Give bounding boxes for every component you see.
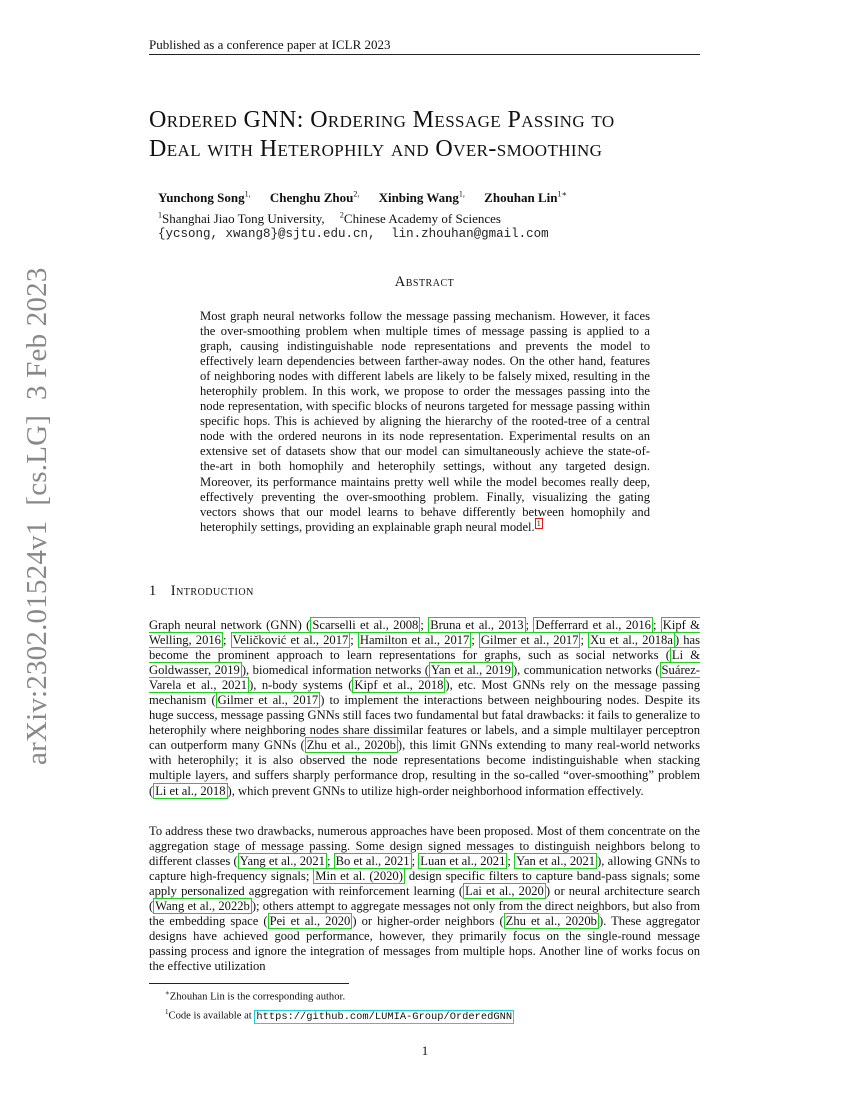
author-name: Zhouhan Lin$^{1∗}$ bbox=[484, 190, 567, 206]
author-block bbox=[158, 185, 698, 243]
citation-link[interactable]: Yan et al., 2019 bbox=[431, 663, 511, 678]
abstract-heading: Abstract bbox=[394, 274, 455, 290]
title-line-2: Deal with Heterophily and Over-smoothing bbox=[149, 136, 603, 162]
citation-link[interactable]: Kipf & Welling, 2016 bbox=[149, 618, 700, 648]
email-address: lin.zhouhan@gmail.com bbox=[391, 226, 549, 241]
section-title: Introduction bbox=[170, 583, 254, 599]
intro-paragraph-2: To address these two drawbacks, numerous approaches have been proposed. Most of them concentrate on the aggregation stage of message passing. Some design signed messages to distinguish neighbors belong to different classes ( Yang et al., 2021 ; Bo et al., 2021 ; Luan et al., 2021 ; Yan et al., 2021 ), allowing GNNs to capture high-frequency signals; Min et al. (2020) design specific filters to capture band-pass signals; some apply personalized aggregation with reinforcement learning ( Lai et al., 2020 ) or neural architecture search ( Wang et al., 2022b ); others attempt to aggregate messages not only from the direct neighbors, but also from the embedding space ( Pei et al., 2020 ) or higher-order neighbors ( Zhu et al., 2020b ). These aggregator designs have achieved good performance, however, they primarily focus on the single-round message passing process and ignore the integration of messages from multiple hops. Another line of works focus on the effective utilization bbox=[149, 824, 701, 974]
citation-link[interactable]: Luan et al., 2021 bbox=[420, 854, 506, 869]
page-number: 1 bbox=[421, 1043, 429, 1058]
citation-link[interactable]: Hamilton et al., 2017 bbox=[359, 633, 470, 648]
citation-link[interactable]: Suárez-Varela et al., 2021 bbox=[149, 663, 701, 693]
code-url-link[interactable]: https://github.com/LUMIA-Group/OrderedGNN bbox=[256, 1010, 513, 1023]
paper-title bbox=[149, 106, 709, 164]
citation-link[interactable]: Xu et al., 2018a bbox=[590, 633, 673, 648]
citation-link[interactable]: Gilmer et al., 2017 bbox=[480, 633, 579, 648]
section-heading-introduction bbox=[149, 583, 254, 600]
citation-link[interactable]: Min et al. (2020) bbox=[315, 869, 403, 884]
affiliation: $^2$Chinese Academy of Sciences bbox=[339, 210, 501, 226]
section-number: 1 bbox=[149, 583, 157, 599]
arxiv-identifier-stamp: arXiv:2302.01524v1 [cs.LG] 3 Feb 2023 bbox=[21, 267, 53, 765]
citation-link[interactable]: Wang et al., 2022b bbox=[155, 899, 250, 914]
citation-link[interactable]: Pei et al., 2020 bbox=[269, 914, 351, 929]
footnotes bbox=[149, 986, 700, 1024]
citation-link[interactable]: Lai et al., 2020 bbox=[465, 884, 544, 899]
email-address: {ycsong, xwang8}@sjtu.edu.cn, bbox=[158, 226, 376, 241]
citation-link[interactable]: Kipf et al., 2018 bbox=[354, 678, 444, 693]
footnote-corresponding: ∗Zhouhan Lin is the corresponding author. bbox=[165, 989, 346, 1003]
citation-link[interactable]: Zhu et al., 2020b bbox=[505, 914, 597, 929]
author-name: Chenghu Zhou$^{2,}$ bbox=[269, 190, 360, 206]
citation-link[interactable]: Gilmer et al., 2017 bbox=[217, 693, 319, 708]
running-header: Published as a conference paper at ICLR 2023 bbox=[149, 36, 700, 55]
citation-link[interactable]: Defferrard et al., 2016 bbox=[535, 618, 651, 632]
footnote-divider bbox=[149, 983, 349, 984]
citation-link[interactable]: Scarselli et al., 2008 bbox=[312, 618, 419, 632]
email-list bbox=[158, 226, 698, 243]
affiliation: $^1$Shanghai Jiao Tong University, bbox=[158, 210, 325, 226]
citation-link[interactable]: Bruna et al., 2013 bbox=[430, 618, 524, 632]
affiliation-list bbox=[158, 207, 698, 225]
citation-link[interactable]: Yang et al., 2021 bbox=[239, 854, 325, 869]
abstract-body: Most graph neural networks follow the message passing mechanism. However, it faces the over-smoothing problem when multiple times of message passing is applied to a graph, causing indistinguishable node representations and prevents the model to effectively learn dependencies between farther-away nodes. On the other hand, features of neighboring nodes with different labels are likely to be falsely mixed, resulting in the heterophily problem. In this work, we propose to order the messages passing into the node representation, with specific blocks of neurons targeted for message passing within specific hops. This is achieved by aligning the hierarchy of the rooted-tree of a central node with the ordered neurons in its node representation. Experimental results on an extensive set of datasets show that our model can simultaneously achieve the state-of-the-art in both homophily and heterophily settings, without any targeted design. Moreover, its performance maintains pretty well while the model becomes really deep, effectively preventing the over-smoothing problem. Finally, visualizing the gating vectors shows that our model learns to behave differently between homophily and heterophily settings, providing an explainable graph neural model. $^1$ bbox=[200, 309, 650, 534]
citation-link[interactable]: Zhu et al., 2020b bbox=[306, 738, 396, 753]
citation-link[interactable]: Li & Goldwasser, 2019 bbox=[149, 648, 700, 678]
footnote-code: $^1$Code is available at https://github.com/LUMIA-Group/OrderedGNN bbox=[165, 1008, 513, 1023]
footnote-ref-link[interactable]: 1 bbox=[536, 518, 541, 528]
citation-link[interactable]: Yan et al., 2021 bbox=[516, 854, 596, 869]
title-line-1: Ordered GNN: Ordering Message Passing to bbox=[149, 107, 615, 133]
citation-link[interactable]: Bo et al., 2021 bbox=[335, 854, 410, 869]
author-name: Yunchong Song$^{1,}$ bbox=[158, 190, 251, 206]
author-name: Xinbing Wang$^{1,}$ bbox=[378, 190, 465, 206]
intro-paragraph-1: Graph neural network (GNN) ( Scarselli et al., 2008 ; Bruna et al., 2013 ; Defferrard et al., 2016 ; Kipf & Welling, 2016 ; Veličković et al., 2017 ; Hamilton et al., 2017 ; Gilmer et al., 2017 ; Xu et al., 2018a ) has become the prominent approach to learn representations for graphs, such as social networks ( Li & Goldwasser, 2019 ), biomedical information networks ( Yan et al., 2019 ), communication networks ( Suárez-Varela et al., 2021 ), n-body systems ( Kipf et al., 2018 ), etc. Most GNNs rely on the message passing mechanism ( Gilmer et al., 2017 ) to implement the interactions between neighbouring nodes. Despite its huge success, message passing GNNs still faces two fundamental but fatal drawbacks: it fails to generalize to heterophily where neighboring nodes share dissimilar features or labels, and a simple multilayer perceptron can outperform many GNNs ( Zhu et al., 2020b ), this limit GNNs extending to many real-world networks with heterophily; it is also observed the node representations become indistinguishable when stacking multiple layers, and suffers sharply performance drop, resulting in the so-called “over-smoothing” problem ( Li et al., 2018 ), which prevent GNNs to utilize high-order neighborhood information effectively. bbox=[149, 618, 701, 798]
author-list bbox=[158, 185, 698, 207]
citation-link[interactable]: Li et al., 2018 bbox=[155, 783, 226, 798]
citation-link[interactable]: Veličković et al., 2017 bbox=[232, 633, 349, 648]
